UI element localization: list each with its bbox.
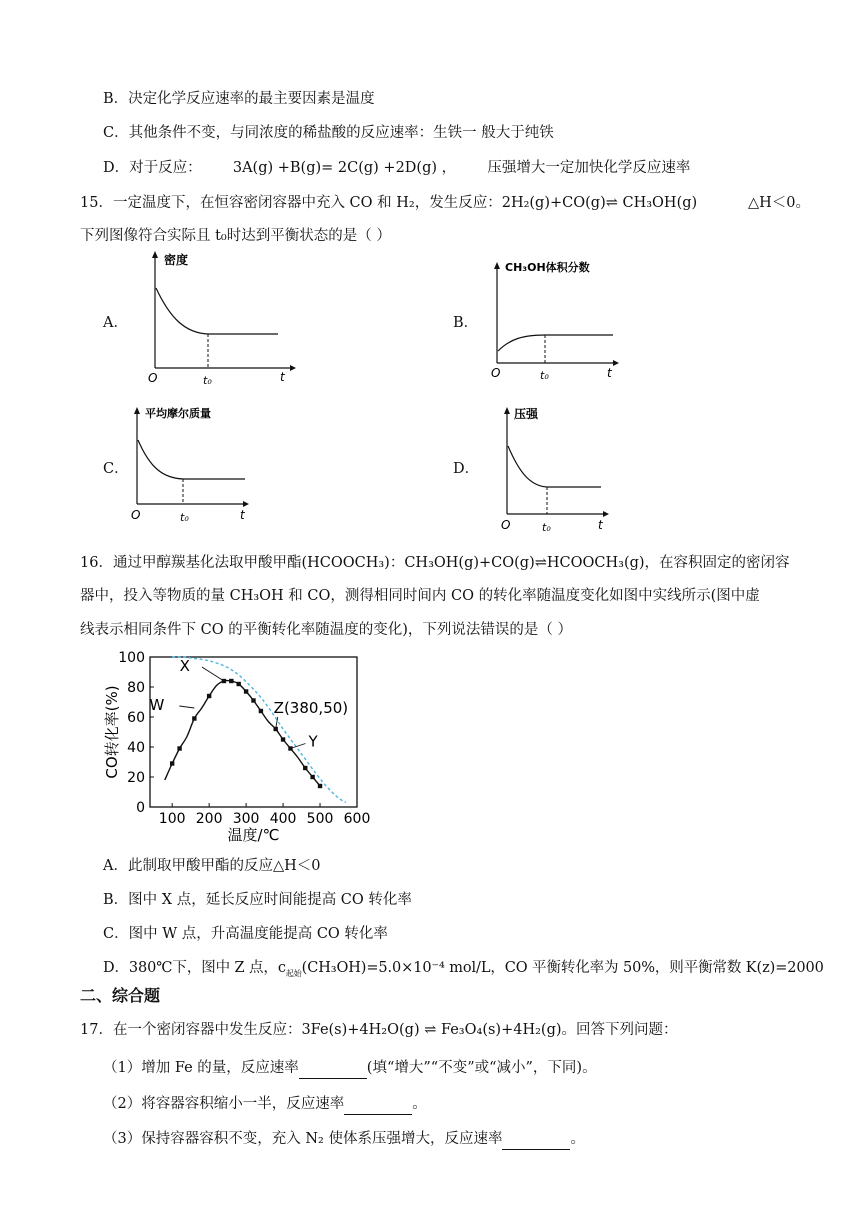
- q17-part3-tail: 。: [570, 1131, 585, 1147]
- graph-d-t0: t₀: [542, 521, 551, 534]
- annotation-leader: [179, 706, 194, 708]
- graph-c-origin: O: [131, 508, 141, 522]
- q16-option-d-pre: D．380℃下，图中 Z 点，c: [103, 960, 286, 976]
- q17-part1-text: （1）增加 Fe 的量，反应速率: [103, 1060, 299, 1076]
- y-tick-label: 80: [127, 680, 145, 696]
- q15-stem-line1: 15．一定温度下，在恒容密闭容器中充入 CO 和 H₂，发生反应：2H₂(g)+CO(g)⇌ CH₃OH(g): [80, 195, 698, 211]
- data-point-marker: [237, 682, 241, 686]
- graph-b-ylabel: CH₃OH体积分数: [505, 261, 590, 274]
- q16-stem-line2: 器中，投入等物质的量 CH₃OH 和 CO，测得相同时间内 CO 的转化率随温度变化如图中实线所示(图中虚: [80, 588, 760, 604]
- co-conversion-chart: [95, 643, 385, 843]
- x-tick-label: 100: [158, 811, 186, 827]
- q16-option-b: B．图中 X 点，延长反应时间能提高 CO 转化率: [103, 892, 412, 908]
- graph-b-origin: O: [491, 366, 501, 380]
- q14-option-d-equation: 3A(g) +B(g)= 2C(g) +2D(g) ，: [232, 160, 457, 176]
- q15-option-c-label: C．: [103, 461, 129, 477]
- q14-option-b: B．决定化学反应速率的最主要因素是温度: [103, 91, 375, 107]
- q17-part3: [103, 1129, 585, 1150]
- chart-ylabel: CO转化率(%): [103, 685, 121, 779]
- annotation-leader: [290, 744, 305, 749]
- data-point-marker: [207, 694, 211, 698]
- q16-stem-line3: 线表示相同条件下 CO 的平衡转化率随温度的变化)，下列说法错误的是（ ）: [80, 622, 572, 638]
- y-tick-label: 40: [127, 740, 145, 756]
- y-tick-label: 0: [136, 800, 145, 816]
- data-point-marker: [281, 737, 285, 741]
- graph-c-t0: t₀: [180, 511, 189, 524]
- q15-option-a-label: A．: [103, 315, 128, 331]
- chart-xlabel: 温度/℃: [227, 826, 280, 843]
- q16-stem-line1: 16．通过甲醇羰基化法取甲酸甲酯(HCOOCH₃)：CH₃OH(g)+CO(g)⇌HCOOCH₃(g)，在容积固定的密闭容: [80, 555, 790, 571]
- q15-graph-d: [495, 400, 620, 535]
- q14-option-d: [103, 158, 690, 178]
- data-point-marker: [192, 716, 196, 720]
- q17-part3-text: （3）保持容器容积不变，充入 N₂ 使体系压强增大，反应速率: [103, 1131, 503, 1147]
- y-tick-label: 60: [127, 710, 145, 726]
- q15-option-d-label: D．: [453, 461, 480, 477]
- q16-option-d-post: (CH₃OH)=5.0×10⁻⁴ mol/L，CO 平衡转化率为 50%，则平衡常数 K(z)=2000: [301, 960, 824, 976]
- annotation-label: W: [149, 696, 165, 714]
- q17-part2-blank[interactable]: [344, 1094, 412, 1115]
- graph-d-origin: O: [501, 518, 511, 532]
- graph-d-ylabel: 压强: [514, 407, 539, 421]
- graph-c-ylabel: 平均摩尔质量: [145, 407, 211, 420]
- annotation-label: Z(380,50): [273, 699, 349, 717]
- graph-d-t: t: [598, 518, 603, 532]
- x-tick-label: 300: [232, 811, 260, 827]
- q16-option-a: A．此制取甲酸甲酯的反应△H＜0: [103, 858, 321, 874]
- x-tick-label: 500: [306, 811, 334, 827]
- graph-a-ylabel: 密度: [164, 253, 189, 267]
- data-point-marker: [318, 784, 322, 788]
- graph-a-curve: [156, 288, 278, 334]
- graph-a-t0: t₀: [203, 374, 212, 387]
- y-tick-label: 100: [118, 650, 145, 666]
- data-point-marker: [244, 689, 248, 693]
- data-point-marker: [177, 746, 181, 750]
- q17-part1-blank[interactable]: [299, 1058, 367, 1079]
- y-tick-label: 20: [127, 770, 145, 786]
- q14-option-d-tail: 压强增大一定加快化学反应速率: [487, 160, 691, 176]
- graph-b-curve: [498, 335, 613, 351]
- q15-graph-c: [125, 400, 260, 525]
- q17-part1: [103, 1058, 597, 1079]
- x-tick-label: 200: [195, 811, 223, 827]
- q14-option-d-label: D．对于反应：: [103, 160, 202, 176]
- q17-part2-text: （2）将容器容积缩小一半，反应速率: [103, 1096, 345, 1112]
- annotation-leader: [202, 667, 224, 681]
- q16-option-d-sub: 起始: [285, 968, 302, 978]
- data-point-marker: [170, 761, 174, 765]
- q15-option-b-label: B．: [453, 315, 479, 331]
- equilibrium-conversion-curve: [172, 657, 349, 803]
- q15-stem-line2: 下列图像符合实际且 t₀时达到平衡状态的是（ ）: [80, 228, 391, 244]
- q15-graph-a: [140, 248, 300, 388]
- graph-a-t: t: [280, 370, 285, 384]
- data-point-marker: [259, 709, 263, 713]
- q16-option-c: C．图中 W 点，升高温度能提高 CO 转化率: [103, 926, 388, 942]
- q17-stem: 17．在一个密闭容器中发生反应：3Fe(s)+4H₂O(g) ⇌ Fe₃O₄(s)+4H₂(g)。回答下列问题：: [80, 1022, 678, 1038]
- graph-b-t: t: [607, 366, 612, 380]
- data-point-marker: [251, 698, 255, 702]
- graph-c-t: t: [240, 508, 245, 522]
- data-point-marker: [229, 679, 233, 683]
- section-title: 二、综合题: [80, 986, 161, 1005]
- graph-a-origin: O: [148, 371, 158, 385]
- q17-part2-tail: 。: [412, 1096, 427, 1112]
- q15-graph-b: [485, 255, 630, 385]
- q15-delta-h: △H＜0。: [748, 195, 811, 211]
- graph-b-t0: t₀: [540, 369, 549, 382]
- x-tick-label: 600: [343, 811, 371, 827]
- q17-part1-tail: (填“增大”“不变”或“减小”，下同)。: [366, 1060, 597, 1076]
- graph-c-curve: [138, 440, 245, 479]
- plot-frame: [150, 657, 357, 807]
- annotation-label: X: [179, 657, 190, 675]
- annotation-label: Y: [308, 732, 318, 751]
- graph-d-curve: [508, 446, 601, 487]
- x-tick-label: 400: [269, 811, 297, 827]
- data-point-marker: [310, 775, 314, 779]
- q17-part2: [103, 1094, 427, 1115]
- q16-option-d: [103, 958, 824, 984]
- q17-part3-blank[interactable]: [502, 1129, 570, 1150]
- measured-conversion-curve: [165, 681, 320, 786]
- q14-option-c: C．其他条件不变，与同浓度的稀盐酸的反应速率：生铁一 般大于纯铁: [103, 125, 554, 141]
- data-point-marker: [303, 766, 307, 770]
